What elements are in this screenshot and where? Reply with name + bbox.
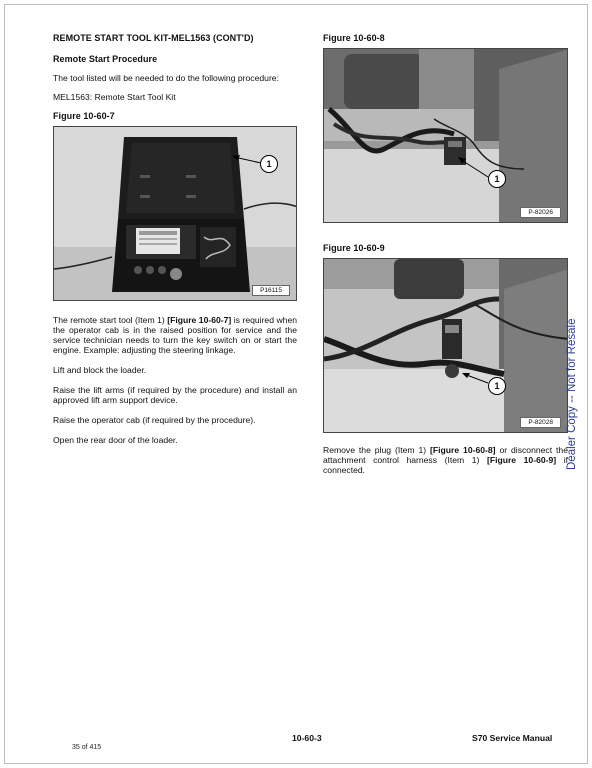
figure-ref-10-60-9: [Figure 10-60-9]: [486, 455, 557, 465]
para-raise-cab: Raise the operator cab (if required by the procedure).: [53, 415, 256, 425]
para-remote-start-tool: [53, 315, 297, 355]
para-open-rear-door: Open the rear door of the loader.: [53, 435, 178, 445]
page-number: 10-60-3: [292, 733, 322, 743]
para-1-post: is required when the operator cab is in the raised position for service and the service technician needs to turn the key switch on or start the engine. Example: adjusting the steering linkage.: [53, 315, 298, 355]
figure-plug-location: [323, 48, 568, 223]
page-count: 35 of 415: [72, 744, 102, 751]
manual-title: S70 Service Manual: [472, 733, 553, 743]
figure-a-callout: 1: [488, 170, 506, 188]
remote-start-kit-photo: [54, 127, 297, 301]
figure-b-callout: 1: [488, 377, 506, 395]
para-remove-plug: [323, 445, 568, 475]
figure-ref-10-60-8: [Figure 10-60-8]: [430, 445, 496, 455]
para-raise-lift-arms: Raise the lift arms (if required by the procedure) and install an approved lift arm support device.: [53, 385, 297, 405]
figure-remote-start-kit: [53, 126, 297, 301]
right-column: [323, 33, 568, 475]
callout-1: 1: [260, 155, 278, 173]
figure-ref-10-60-7: [Figure 10-60-7]: [167, 315, 232, 325]
para-mid: or disconnect the attachment control harness (Item 1): [323, 445, 568, 465]
para-lift-block: Lift and block the loader.: [53, 365, 147, 375]
subsection-title: Remote Start Procedure: [53, 54, 158, 64]
intro-text: The tool listed will be needed to do the following procedure:: [53, 73, 279, 83]
figure-b-code: P-82028: [520, 417, 561, 428]
para-pre: Remove the plug (Item 1): [323, 445, 431, 455]
left-column: [53, 33, 297, 445]
figure-a-label: Figure 10-60-8: [323, 33, 385, 43]
figure-code: P16115: [252, 285, 290, 296]
figure-harness-location: [323, 258, 568, 433]
para-post: if connected.: [323, 455, 569, 475]
harness-location-photo: [324, 259, 568, 433]
section-title: REMOTE START TOOL KIT-MEL1563 (CONT'D): [53, 33, 254, 43]
figure-a-code: P-82026: [520, 207, 561, 218]
dealer-copy-watermark: Dealer Copy -- Not for Resale: [566, 318, 578, 470]
para-1-pre: The remote start tool (Item 1): [53, 315, 168, 325]
tool-line: MEL1563: Remote Start Tool Kit: [53, 92, 176, 102]
figure-b-label: Figure 10-60-9: [323, 243, 385, 253]
figure-label: Figure 10-60-7: [53, 111, 115, 121]
plug-location-photo: [324, 49, 568, 223]
